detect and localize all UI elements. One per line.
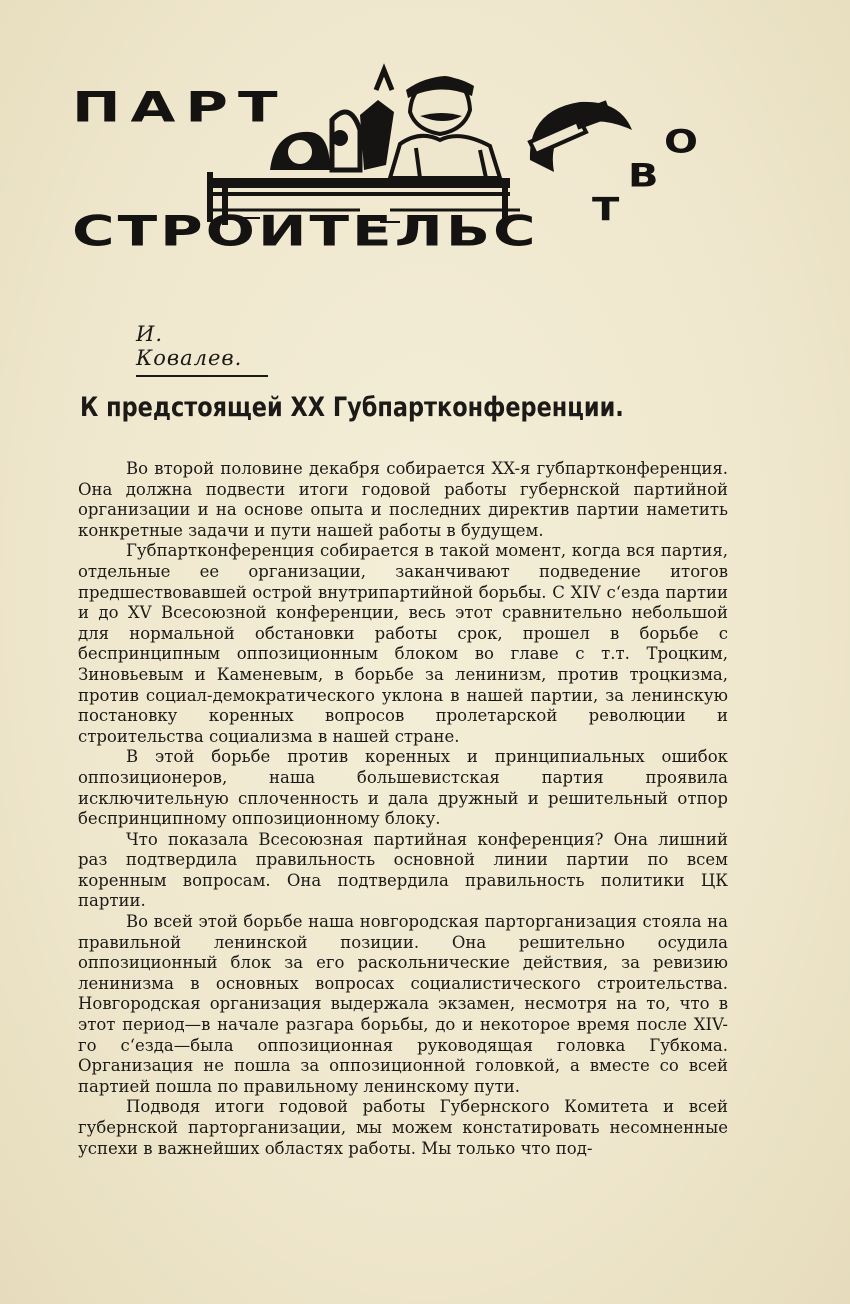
paragraph: Подводя итоги годовой работы Губернского Комитета и всей губернской парторганизации, мы можем констатировать несомненные успехи в важнейших областях работы. Мы только что под-: [78, 1097, 728, 1158]
header-word-top: ПАРТ: [72, 82, 288, 132]
paragraph: В этой борьбе против коренных и принципиальных ошибок оппозиционеров, наша большевистская партия проявила исключительную сплоченность и дала дружный и решительный отпор беспринципному оппозиционному блоку.: [78, 747, 728, 829]
header-letter-o: О: [664, 123, 701, 161]
paragraph: Во всей этой борьбе наша новгородская парторганизация стояла на правильной ленинской позиции. Она решительно осудила оппозиционный блок за его раскольнические действия, за ревизию ленинизма в основных вопросах социалистического строительства. Новгородская организация выдержала экзамен, несмотря на то, что в этот период—в начале разгара борьбы, до и некоторое время после XIV-го с‘езда—была оппозиционная руководящая головка Губкома. Организация не пошла за оппозиционной головкой, а вместе со всей партией пошла по правильному ленинскому пути.: [78, 912, 728, 1096]
paragraph: Что показала Всесоюзная партийная конференция? Она лишний раз подтвердила правильность основной линии партии по всем коренным вопросам. Она подтвердила правильность политики ЦК партии.: [78, 829, 728, 911]
article-author: И. Ковалев.: [136, 322, 268, 377]
header-letter-v: В: [628, 157, 661, 195]
header-word-bottom: СТРОИТЕЛЬС: [72, 206, 539, 256]
paragraph: Во второй половине декабря собирается XX-я губпартконференция. Она должна подвести итоги годовой работы губернской партийной организации и на основе опыта и последних директив партии наметить конкретные задачи и пути нашей работы в будущем.: [78, 459, 728, 540]
article-title: К предстоящей XX Губпартконференции.: [80, 392, 624, 423]
paragraph: Губпартконференция собирается в такой момент, когда вся партия, отдельные ее организации, заканчивают подведение итогов предшествовавшей острой внутрипартийной борьбы. С XIV с‘езда партии и до XV Всесоюзной конференции, весь этот сравнительно небольшой для нормальной обстановки работы срок, прошел в борьбе с беспринципным оппозиционным блоком во главе с т.т. Троцким, Зиновьевым и Каменевым, в борьбе за ленинизм, против троцкизма, против социал-демократического уклона в нашей партии, за ленинскую постановку коренных вопросов пролетарской революции и строительства социализма в нашей стране.: [78, 541, 728, 746]
article-body: [78, 459, 728, 1159]
header-letter-t: Т: [592, 191, 622, 229]
